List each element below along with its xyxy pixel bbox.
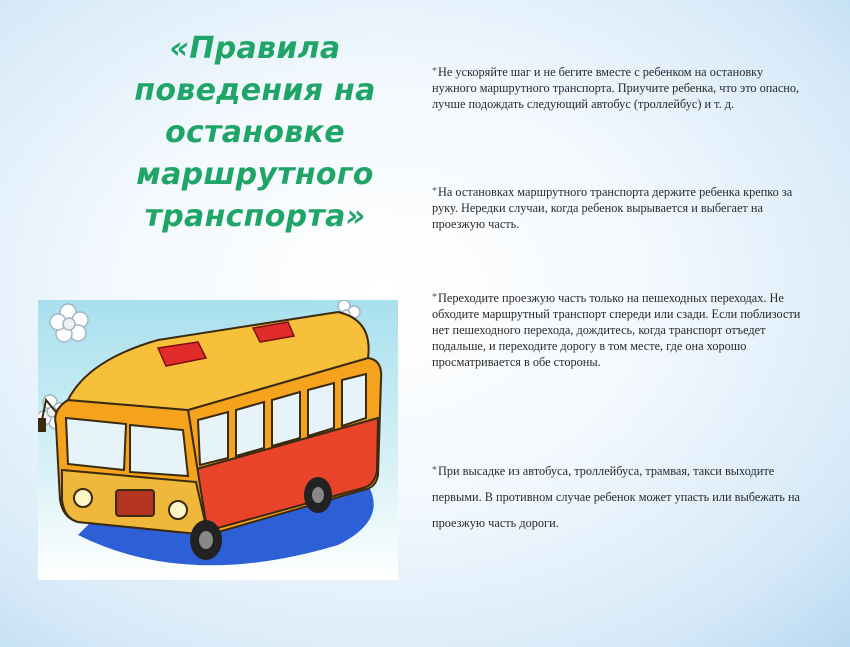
bus-illustration xyxy=(38,300,398,580)
bullet-mark: * xyxy=(432,186,437,197)
title-line: поведения на xyxy=(134,73,376,108)
title-line: транспорта» xyxy=(144,199,366,234)
rule-text: На остановках маршрутного транспорта держите ребенка крепко за руку. Нередки случаи, когда ребенок вырывается и выбегает на проезжую часть. xyxy=(432,185,793,231)
title-line: маршрутного xyxy=(136,157,374,192)
title-line: «Правила xyxy=(169,31,341,66)
rule-item xyxy=(432,184,807,232)
page-title xyxy=(120,28,390,238)
bus-icon xyxy=(38,300,398,580)
bullet-mark: * xyxy=(432,465,437,476)
bullet-mark: * xyxy=(432,292,437,303)
rule-text: Не ускоряйте шаг и не бегите вместе с ребенком на остановку нужного маршрутного транспорта. Приучите ребенка, что это опасно, лучше подождать следующий автобус (троллейбус) и т. д. xyxy=(432,65,800,111)
bullet-mark: * xyxy=(432,66,437,77)
rule-text: При высадке из автобуса, троллейбуса, трамвая, такси выходите первыми. В противном случае ребенок может упасть или выбежать на проезжую часть дороги. xyxy=(432,464,801,530)
rule-text: Переходите проезжую часть только на пешеходных переходах. Не обходите маршрутный транспорт спереди или сзади. Если поблизости нет пешеходного перехода, дождитесь, когда транспорт отъедет подальше, и переходите дорогу в том месте, где она хорошо просматривается в обе стороны. xyxy=(432,291,801,369)
rule-item xyxy=(432,64,807,112)
rule-item xyxy=(432,458,807,536)
title-line: остановке xyxy=(165,115,345,150)
rule-item xyxy=(432,290,807,370)
